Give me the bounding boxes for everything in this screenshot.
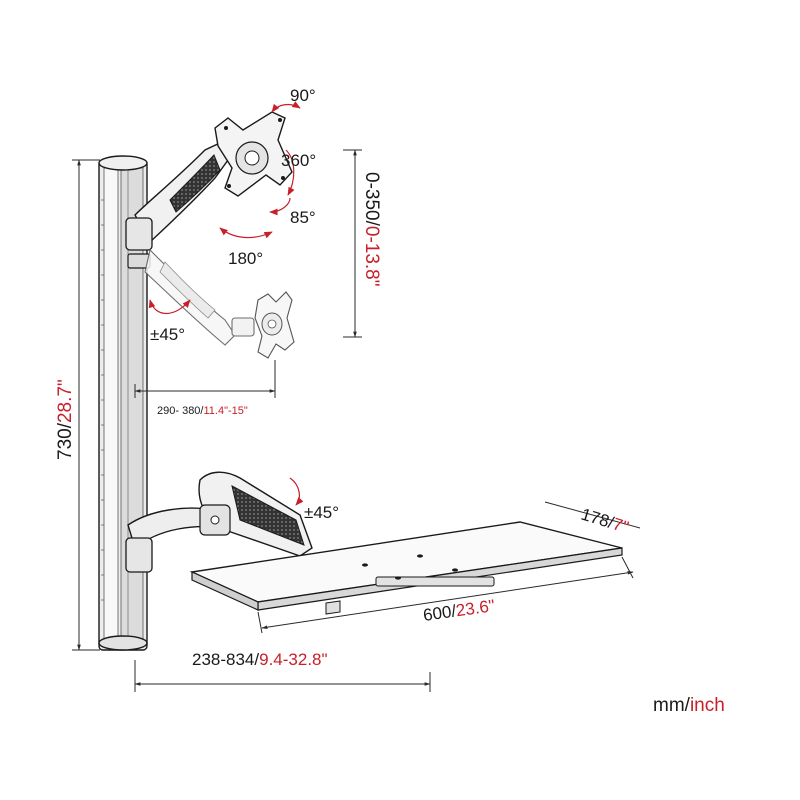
pole-dimension-label: 730/28.7" bbox=[55, 379, 76, 460]
tilt-arrow-top bbox=[272, 105, 300, 112]
tray-arm bbox=[126, 472, 312, 572]
swivel-arrow bbox=[220, 228, 272, 238]
swivel-label: 180° bbox=[228, 249, 264, 268]
dim-reach bbox=[135, 360, 275, 398]
pole-swivel-label: ±45° bbox=[150, 325, 186, 344]
tray-tilt-arrow bbox=[290, 478, 299, 505]
units-legend: mm/inch bbox=[653, 695, 725, 716]
tilt-top-label: 90° bbox=[290, 86, 316, 105]
height-dimension-label: 0-350/0-13.8" bbox=[361, 172, 382, 287]
tray-depth-label: 178/7" bbox=[578, 504, 631, 538]
tilt-arrow-down bbox=[270, 198, 290, 212]
tray-reach-label: 238-834/9.4-32.8" bbox=[192, 650, 328, 669]
tray-width-label: 600/23.6" bbox=[421, 596, 497, 625]
tilt-down-label: 85° bbox=[290, 208, 316, 227]
dim-pole bbox=[72, 160, 100, 650]
reach-dimension-label: 290- 380/11.4"-15" bbox=[157, 405, 248, 417]
vesa-plate-lower bbox=[255, 292, 294, 358]
rotate-label: 360° bbox=[281, 151, 317, 170]
tray-tilt-label: ±45° bbox=[304, 503, 340, 522]
dim-height bbox=[343, 150, 362, 337]
